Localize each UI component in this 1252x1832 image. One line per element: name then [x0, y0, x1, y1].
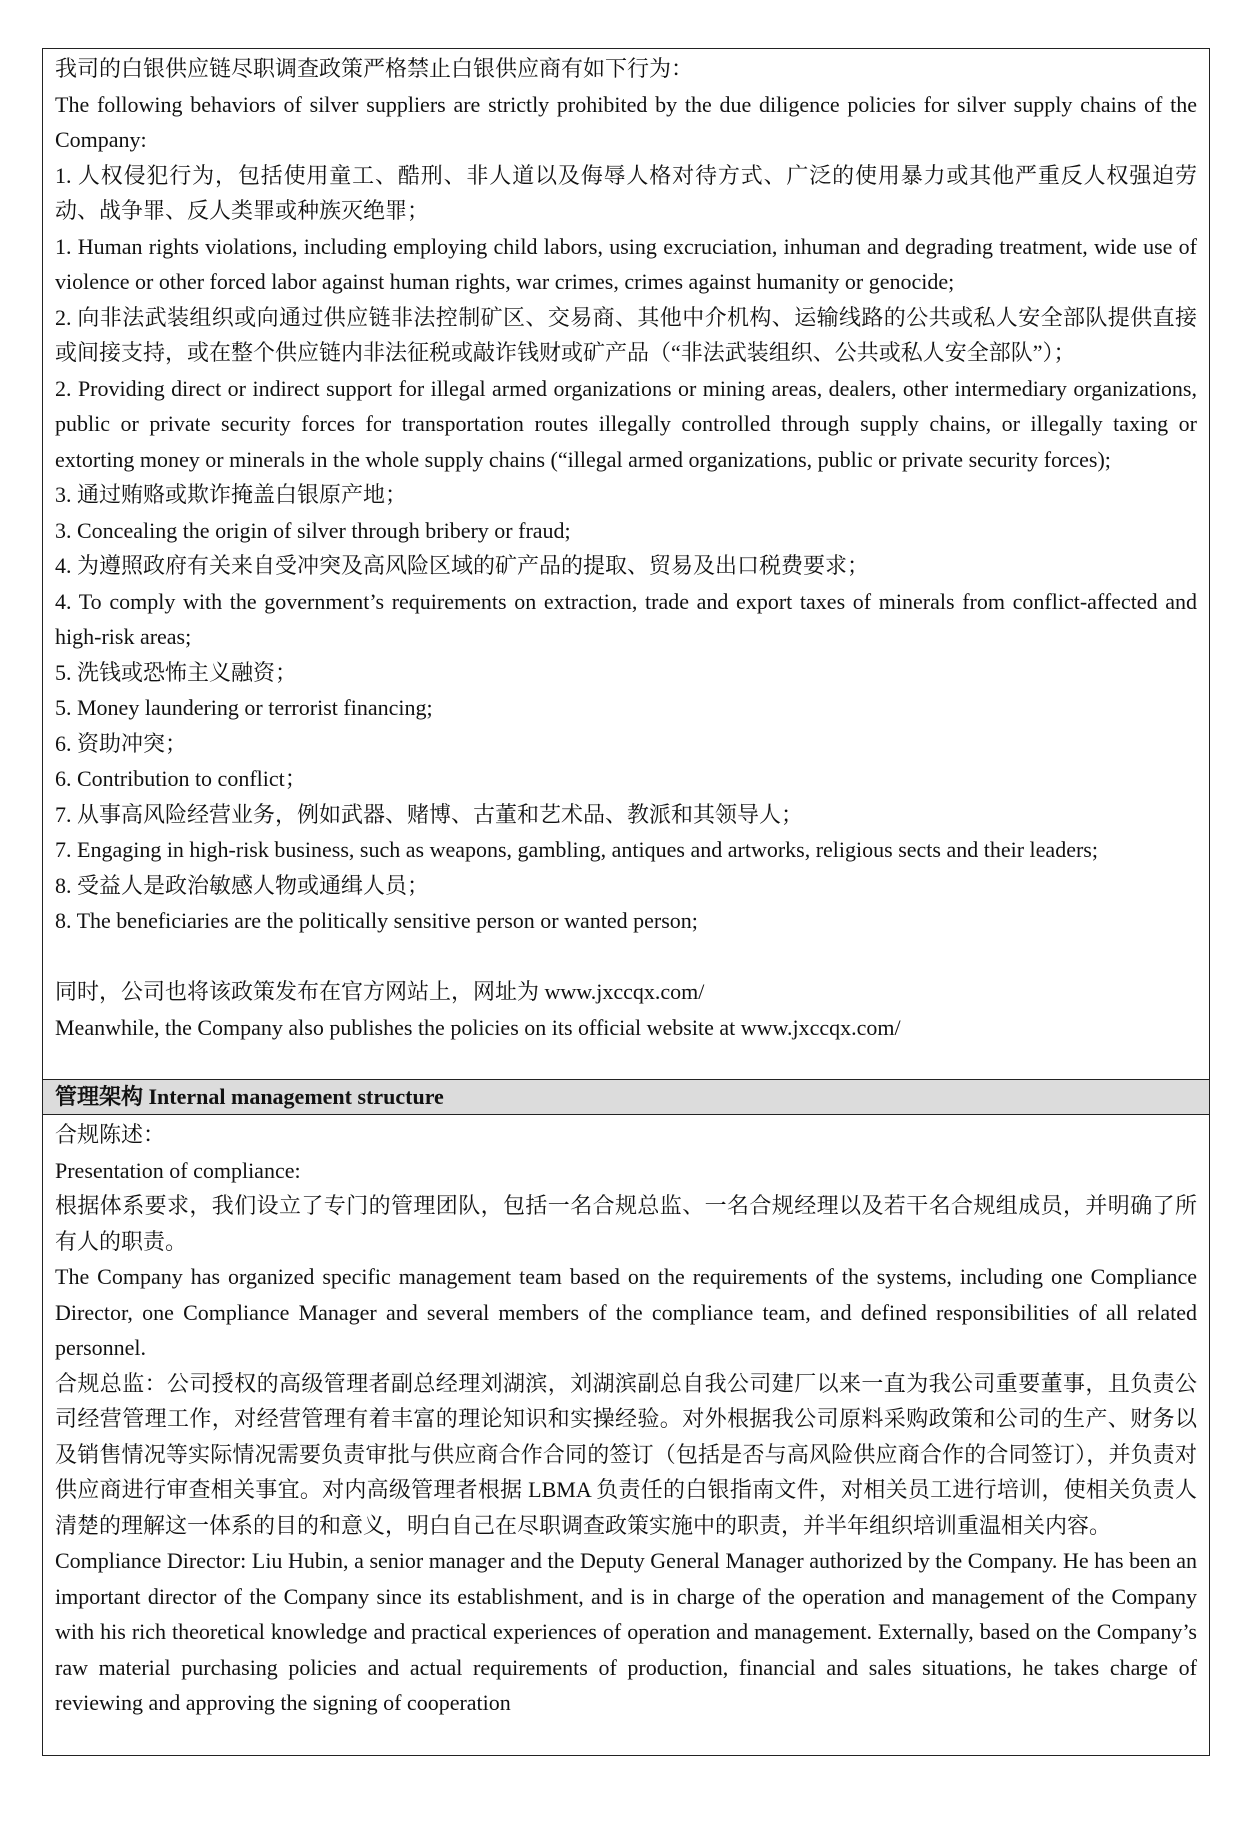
- policy-cell: [43, 49, 1210, 1080]
- item-7-en: 7. Engaging in high-risk business, such as weapons, gambling, antiques and artworks, religious sects and their leaders;: [55, 837, 1098, 862]
- item-1-zh: 1. 人权侵犯行为，包括使用童工、酷刑、非人道以及侮辱人格对待方式、广泛的使用暴力或其他严重反人权强迫劳动、战争罪、反人类罪或种族灭绝罪；: [55, 162, 1197, 223]
- item-3-zh: 3. 通过贿赂或欺诈掩盖白银原产地；: [55, 482, 408, 507]
- management-row: [43, 1115, 1210, 1756]
- director-en: Compliance Director: Liu Hubin, a senior manager and the Deputy General Manager authorized by the Company. He has been an important director of the Company since its establishment, and is in charge of the operation and management of the Company with his rich theoretical knowledge and practical experiences of operation and management. Externally, based on the Company’s raw material purchasing policies and actual requirements of production, financial and sales situations, he takes charge of reviewing and approving the signing of cooperation: [55, 1548, 1197, 1715]
- item-4-en: 4. To comply with the government’s requirements on extraction, trade and export taxes of minerals from conflict-affected and high-risk areas;: [55, 588, 1197, 649]
- item-1-en: 1. Human rights violations, including employing child labors, using excruciation, inhuman and degrading treatment, wide use of violence or other forced labor against human rights, war crimes, crimes against humanity or genocide;: [55, 233, 1197, 294]
- item-4-zh: 4. 为遵照政府有关来自受冲突及高风险区域的矿产品的提取、贸易及出口税费要求；: [55, 553, 870, 578]
- compliance-label-en: Presentation of compliance:: [55, 1157, 301, 1183]
- compliance-label-zh: 合规陈述：: [55, 1122, 166, 1147]
- management-cell: [43, 1115, 1210, 1756]
- item-3-en: 3. Concealing the origin of silver through bribery or fraud;: [55, 517, 571, 543]
- policy-table: [42, 48, 1210, 1756]
- section-header-row: [43, 1080, 1210, 1115]
- item-2-en: 2. Providing direct or indirect support for illegal armed organizations or mining areas, dealers, other intermediary organizations, public or private security forces for transportation routes illegally controlled through supply chains, or illegally taxing or extorting money or minerals in the whole supply chains (“illegal armed organizations, public or private security forces);: [55, 375, 1197, 472]
- document-page: [42, 48, 1210, 1756]
- spacer: [55, 939, 1197, 975]
- section-heading: 管理架构 Internal management structure: [43, 1080, 1210, 1115]
- item-5-en: 5. Money laundering or terrorist financing;: [55, 695, 433, 720]
- website-en: Meanwhile, the Company also publishes the policies on its official website at www.jxccqx.com/: [55, 1014, 901, 1040]
- item-7-zh: 7. 从事高风险经营业务，例如武器、赌博、古董和艺术品、教派和其领导人；: [55, 801, 804, 827]
- item-8-zh: 8. 受益人是政治敏感人物或通缉人员；: [55, 872, 430, 898]
- director-zh: 合规总监：公司授权的高级管理者副总经理刘湖滨，刘湖滨副总自我公司建厂以来一直为我公司重要董事，且负责公司经营管理工作，对经营管理有着丰富的理论知识和实操经验。对外根据我公司原料采购政策和公司的生产、财务以及销售情况等实际情况需要负责审批与供应商合作合同的签订（包括是否与高风险供应商合作的合同签订），并负责对供应商进行审查相关事宜。对内高级管理者根据 LBMA 负责任的白银指南文件，对相关员工进行培训，使相关负责人清楚的理解这一体系的目的和意义，明白自己在尽职调查政策实施中的职责，并半年组织培训重温相关内容。: [55, 1370, 1197, 1538]
- intro-en: The following behaviors of silver suppliers are strictly prohibited by the due diligence policies for silver supply chains of the Company:: [55, 91, 1197, 152]
- item-6-zh: 6. 资助冲突；: [55, 730, 188, 756]
- team-en: The Company has organized specific management team based on the requirements of the systems, including one Compliance Director, one Compliance Manager and several members of the compliance team, and defined responsibilities of all related personnel.: [55, 1264, 1197, 1360]
- policy-row: [43, 49, 1210, 1080]
- item-6-en: 6. Contribution to conflict；: [55, 766, 307, 791]
- intro-zh: 我司的白银供应链尽职调查政策严格禁止白银供应商有如下行为：: [55, 56, 694, 81]
- item-2-zh: 2. 向非法武装组织或向通过供应链非法控制矿区、交易商、其他中介机构、运输线路的公共或私人安全部队提供直接或间接支持，或在整个供应链内非法征税或敲诈钱财或矿产品（“非法武装组织、公共或私人安全部队”）；: [55, 304, 1197, 365]
- item-8-en: 8. The beneficiaries are the politically sensitive person or wanted person;: [55, 908, 698, 933]
- spacer: [55, 1045, 1197, 1075]
- director-en-clip: [55, 1543, 1197, 1755]
- website-zh: 同时，公司也将该政策发布在官方网站上，网址为 www.jxccqx.com/: [55, 979, 705, 1004]
- team-zh: 根据体系要求，我们设立了专门的管理团队，包括一名合规总监、一名合规经理以及若干名合规组成员，并明确了所有人的职责。: [55, 1193, 1197, 1254]
- item-5-zh: 5. 洗钱或恐怖主义融资；: [55, 659, 298, 685]
